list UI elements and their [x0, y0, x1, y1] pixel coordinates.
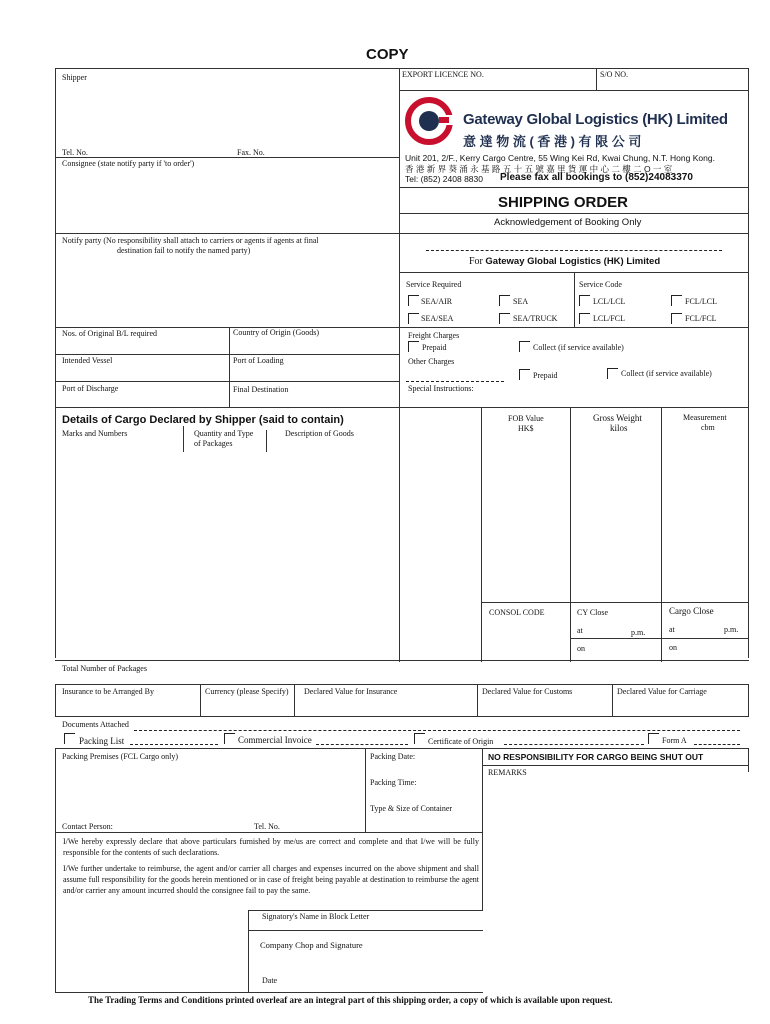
company-logo-icon	[405, 97, 461, 147]
lcl-lcl-checkbox[interactable]	[579, 295, 590, 306]
company-address-en: Unit 201, 2/F., Kerry Cargo Centre, 55 Wing Kei Rd, Kwai Chung, N.T. Hong Kong.	[405, 153, 715, 163]
freight-charges-label: Freight Charges	[408, 331, 460, 340]
signatory-name-label: Signatory's Name in Block Letter	[262, 912, 370, 921]
measurement-label-1: Measurement	[683, 413, 727, 422]
company-fax-note: Please fax all bookings to (852)24083370	[500, 172, 693, 183]
declared-customs-label: Declared Value for Customs	[482, 687, 573, 696]
declared-carriage-label: Declared Value for Carriage	[617, 687, 707, 696]
sea-sea-label: SEA/SEA	[421, 314, 454, 323]
company-address-zh: 香 港 新 界 葵 涌 永 基 路 五 十 五 號 嘉 里 貨 運 中 心 二 樓 二 O 一 室	[405, 164, 673, 174]
declaration-paragraph-1: I/We hereby expressly declare that above particulars furnished by me/us are correct and complete and that I/we will be fully responsible for the contents of such declarations.	[63, 837, 479, 857]
declared-insurance-label: Declared Value for Insurance	[304, 687, 398, 696]
fcl-fcl-checkbox[interactable]	[671, 313, 682, 324]
packing-time-label: Packing Time:	[370, 778, 417, 787]
contact-person-label: Contact Person:	[62, 822, 113, 831]
sea-air-label: SEA/AIR	[421, 297, 453, 306]
shipper-label: Shipper	[62, 73, 87, 82]
cargo-pm-label: p.m.	[724, 625, 739, 634]
description-goods-label: Description of Goods	[285, 429, 354, 438]
notify-party-label-1: Notify party (No responsibility shall attach to carriers or agents if agents at final	[62, 236, 319, 245]
fcl-lcl-label: FCL/LCL	[685, 297, 718, 306]
other-prepaid-label: Prepaid	[533, 371, 558, 380]
lcl-lcl-label: LCL/LCL	[593, 297, 626, 306]
gross-weight-label-2: kilos	[610, 423, 628, 433]
other-collect-checkbox[interactable]	[607, 368, 618, 379]
sea-truck-label: SEA/TRUCK	[513, 314, 558, 323]
shipper-tel-label: Tel. No.	[62, 148, 88, 157]
form-a-label: Form A	[662, 736, 687, 745]
currency-label: Currency (please Specify)	[205, 687, 289, 696]
so-no-label: S/O NO.	[600, 70, 629, 79]
port-discharge-label: Port of Discharge	[62, 384, 119, 393]
company-tel: Tel: (852) 2408 8830	[405, 174, 483, 184]
cy-close-label: CY Close	[577, 608, 609, 617]
commercial-invoice-checkbox[interactable]	[224, 733, 235, 744]
marks-numbers-label: Marks and Numbers	[62, 429, 128, 438]
shut-out-warning: NO RESPONSIBILITY FOR CARGO BEING SHUT OUT	[488, 752, 704, 762]
form-a-checkbox[interactable]	[648, 733, 659, 744]
shipper-fax-label: Fax. No.	[237, 148, 265, 157]
special-instructions-label: Special Instructions:	[408, 384, 474, 393]
fcl-fcl-label: FCL/FCL	[685, 314, 717, 323]
for-label: For	[469, 256, 483, 267]
cargo-at-label: at	[669, 625, 675, 634]
intended-vessel-label: Intended Vessel	[62, 356, 113, 365]
contact-tel-label: Tel. No.	[254, 822, 280, 831]
sea-label: SEA	[513, 297, 529, 306]
company-chop-label: Company Chop and Signature	[260, 940, 363, 950]
service-required-label: Service Required	[406, 280, 462, 289]
fob-value-label-2: HK$	[518, 424, 534, 433]
insurance-arranged-label: Insurance to be Arranged By	[62, 687, 154, 696]
consol-code-label: CONSOL CODE	[489, 608, 545, 617]
acknowledgement-text: Acknowledgement of Booking Only	[494, 217, 642, 228]
packing-list-checkbox[interactable]	[64, 733, 75, 744]
company-name-en: Gateway Global Logistics (HK) Limited	[463, 111, 728, 128]
total-packages-label: Total Number of Packages	[62, 664, 147, 673]
other-collect-label: Collect (if service available)	[621, 369, 712, 378]
sea-truck-checkbox[interactable]	[499, 313, 510, 324]
certificate-origin-checkbox[interactable]	[414, 733, 425, 744]
declaration-paragraph-2: I/We further undertake to reimburse, the agent and/or carrier all charges and expenses incurred on the above shipment and shall assume full responsibility for the goods herein mentioned or in case of freight being payable at destination to reimburse the agent and/or carrier any amount incurred should the consignee fail to pay the same.	[63, 864, 479, 895]
fcl-lcl-checkbox[interactable]	[671, 295, 682, 306]
cy-pm-label: p.m.	[631, 628, 646, 637]
freight-collect-checkbox[interactable]	[519, 341, 530, 352]
freight-prepaid-label: Prepaid	[422, 343, 447, 352]
for-company	[469, 256, 660, 267]
port-loading-label: Port of Loading	[233, 356, 284, 365]
lcl-fcl-label: LCL/FCL	[593, 314, 626, 323]
service-code-label: Service Code	[579, 280, 622, 289]
company-name-zh: 意 達 物 流 ( 香 港 ) 有 限 公 司	[463, 134, 642, 149]
lcl-fcl-checkbox[interactable]	[579, 313, 590, 324]
cy-on-label: on	[577, 644, 585, 653]
packing-date-label: Packing Date:	[370, 752, 416, 761]
packing-premises-label: Packing Premises (FCL Cargo only)	[62, 752, 178, 761]
footer-terms: The Trading Terms and Conditions printed overleaf are an integral part of this shipping order, a copy of which is available upon request.	[88, 995, 613, 1005]
packing-list-label: Packing List	[79, 736, 125, 746]
nos-original-bl-label: Nos. of Original B/L required	[62, 329, 158, 338]
remarks-label: REMARKS	[488, 768, 527, 777]
cy-at-label: at	[577, 626, 583, 635]
other-prepaid-checkbox[interactable]	[519, 369, 530, 380]
copy-label: COPY	[366, 46, 409, 63]
consignee-label: Consignee (state notify party if 'to order')	[62, 159, 195, 168]
quantity-type-label-1: Quantity and Type	[194, 429, 254, 438]
sea-checkbox[interactable]	[499, 295, 510, 306]
notify-party-label-2: destination fail to notify the named party)	[117, 246, 251, 255]
document-title: SHIPPING ORDER	[498, 194, 629, 211]
for-company-name: Gateway Global Logistics (HK) Limited	[485, 256, 661, 267]
fob-value-label-1: FOB Value	[508, 414, 544, 423]
signature-date-label: Date	[262, 976, 278, 985]
final-destination-label: Final Destination	[233, 385, 289, 394]
container-type-label: Type & Size of Container	[370, 804, 453, 813]
measurement-label-2: cbm	[701, 423, 715, 432]
quantity-type-label-2: of Packages	[194, 439, 233, 448]
sea-air-checkbox[interactable]	[408, 295, 419, 306]
freight-collect-label: Collect (if service available)	[533, 343, 624, 352]
commercial-invoice-label: Commercial Invoice	[238, 735, 312, 745]
sea-sea-checkbox[interactable]	[408, 313, 419, 324]
freight-prepaid-checkbox[interactable]	[408, 341, 419, 352]
cargo-on-label: on	[669, 643, 677, 652]
cargo-heading: Details of Cargo Declared by Shipper (said to contain)	[62, 414, 344, 426]
country-origin-label: Country of Origin (Goods)	[233, 328, 319, 337]
other-charges-label: Other Charges	[408, 357, 455, 366]
export-licence-label: EXPORT LICENCE NO.	[402, 70, 484, 79]
certificate-origin-label: Certificate of Origin	[428, 737, 494, 746]
cargo-close-label: Cargo Close	[669, 606, 714, 616]
documents-attached-label: Documents Attached	[62, 720, 129, 729]
gross-weight-label-1: Gross Weight	[593, 413, 642, 423]
